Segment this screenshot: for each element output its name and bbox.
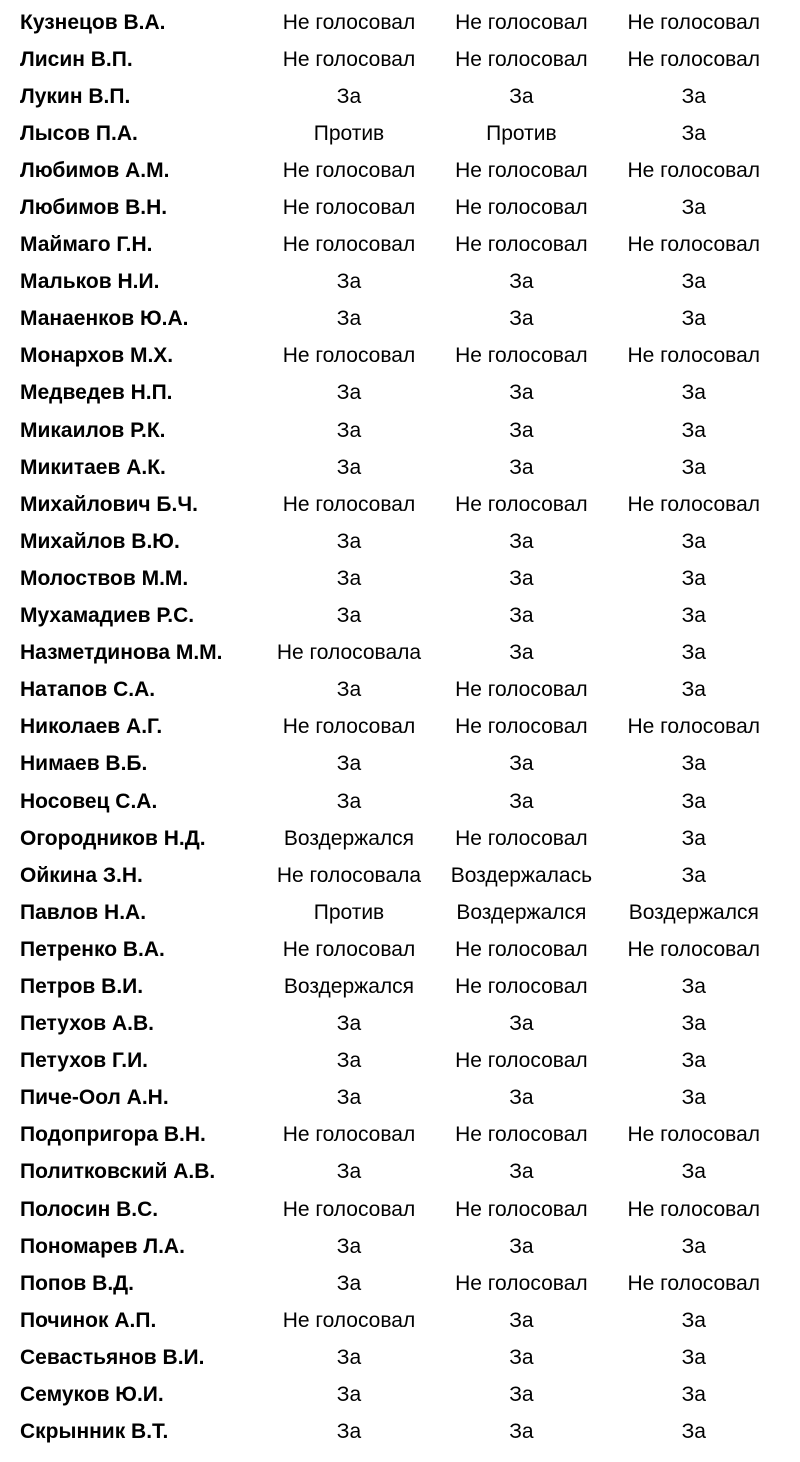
vote-cell-3: За: [681, 863, 706, 887]
deputy-name: Петухов А.В.: [20, 1012, 154, 1036]
vote-cell-2: Не голосовал: [455, 196, 588, 220]
table-row: [20, 783, 780, 820]
vote-cell-1: Воздержался: [283, 826, 415, 850]
vote-cell-3: За: [681, 789, 706, 813]
vote-cell-3: За: [681, 974, 706, 998]
vote-cell-1: Не голосовал: [282, 158, 416, 182]
vote-cell-2: Не голосовал: [455, 826, 588, 850]
deputy-name: Кузнецов В.А.: [20, 10, 166, 34]
vote-cell-2: Не голосовал: [455, 937, 588, 961]
vote-cell-1: За: [336, 1234, 362, 1258]
table-row: [20, 264, 780, 301]
vote-cell-2: За: [509, 641, 534, 665]
table-row: [20, 709, 780, 746]
vote-cell-1: Не голосовал: [282, 492, 416, 516]
vote-cell-2: Не голосовал: [455, 47, 588, 71]
table-row: [20, 41, 780, 78]
table-row: [20, 375, 780, 412]
vote-cell-3: За: [681, 196, 706, 220]
vote-cell-2: Воздержался: [456, 900, 587, 924]
table-row: [20, 820, 780, 857]
deputy-name: Павлов Н.А.: [20, 900, 147, 924]
deputy-name: Пиче-Оол А.Н.: [20, 1086, 169, 1110]
table-row: [20, 152, 780, 189]
deputy-name: Скрынник В.Т.: [20, 1420, 169, 1444]
deputy-name: Михайлов В.Ю.: [20, 529, 180, 553]
table-row: [20, 338, 780, 375]
vote-table: [20, 4, 780, 1451]
vote-cell-3: Не голосовал: [627, 344, 761, 368]
vote-cell-3: За: [681, 1234, 706, 1258]
vote-cell-3: Не голосовал: [627, 10, 761, 34]
vote-cell-2: За: [509, 789, 534, 813]
vote-cell-3: За: [681, 381, 706, 405]
vote-cell-3: За: [681, 1383, 706, 1407]
vote-cell-2: За: [509, 1086, 534, 1110]
vote-cell-3: За: [681, 455, 706, 479]
vote-cell-2: Не голосовал: [455, 344, 588, 368]
vote-cell-1: Не голосовала: [276, 641, 422, 665]
deputy-name: Манаенков Ю.А.: [20, 307, 189, 331]
vote-cell-1: За: [336, 307, 362, 331]
vote-cell-3: Не голосовал: [627, 492, 761, 516]
deputy-name: Михайлович Б.Ч.: [20, 492, 198, 516]
deputy-name: Пономарев Л.А.: [20, 1234, 185, 1258]
vote-cell-2: Против: [486, 121, 557, 145]
vote-cell-2: Не голосовал: [455, 233, 588, 257]
table-row: [20, 4, 780, 41]
vote-cell-2: За: [509, 752, 534, 776]
vote-cell-1: За: [336, 1160, 362, 1184]
vote-cell-3: За: [681, 121, 706, 145]
deputy-name: Ойкина З.Н.: [20, 863, 143, 887]
deputy-name: Петров В.И.: [20, 974, 144, 998]
vote-cell-3: Не голосовал: [627, 1197, 761, 1221]
table-row: [20, 931, 780, 968]
table-row: [20, 523, 780, 560]
vote-cell-2: За: [509, 307, 534, 331]
table-row: [20, 857, 780, 894]
vote-cell-2: За: [509, 1345, 534, 1369]
deputy-name: Севастьянов В.И.: [20, 1345, 205, 1369]
table-row: [20, 1302, 780, 1339]
vote-cell-1: За: [336, 1049, 362, 1073]
vote-cell-2: Не голосовал: [455, 974, 588, 998]
vote-cell-3: Не голосовал: [627, 1271, 761, 1295]
vote-cell-1: Не голосовал: [282, 344, 416, 368]
table-row: [20, 115, 780, 152]
table-row: [20, 78, 780, 115]
table-row: [20, 672, 780, 709]
vote-cell-3: Не голосовал: [627, 233, 761, 257]
vote-cell-2: За: [509, 1012, 534, 1036]
vote-cell-2: За: [509, 381, 534, 405]
vote-cell-2: Не голосовал: [455, 1123, 588, 1147]
table-row: [20, 412, 780, 449]
deputy-name: Лукин В.П.: [20, 84, 131, 108]
deputy-name: Нимаев В.Б.: [20, 752, 148, 776]
table-row: [20, 227, 780, 264]
deputy-name: Петренко В.А.: [20, 937, 165, 961]
deputy-name: Молоствов М.М.: [20, 566, 189, 590]
vote-cell-1: За: [336, 1086, 362, 1110]
table-row: [20, 1339, 780, 1376]
vote-cell-2: Не голосовал: [455, 1049, 588, 1073]
table-row: [20, 1117, 780, 1154]
deputy-name: Монархов М.Х.: [20, 344, 174, 368]
deputy-name: Попов В.Д.: [20, 1271, 134, 1295]
deputy-name: Политковский А.В.: [20, 1160, 216, 1184]
vote-cell-3: Воздержался: [628, 900, 759, 924]
vote-cell-2: Не голосовал: [455, 715, 588, 739]
vote-cell-2: Не голосовал: [455, 1197, 588, 1221]
table-row: [20, 894, 780, 931]
vote-cell-3: За: [681, 1049, 706, 1073]
table-row: [20, 1376, 780, 1413]
vote-cell-2: За: [509, 1160, 534, 1184]
deputy-name: Мухамадиев Р.С.: [20, 604, 195, 628]
table-row: [20, 486, 780, 523]
vote-cell-1: За: [336, 1383, 362, 1407]
vote-cell-1: За: [336, 84, 362, 108]
vote-cell-3: За: [681, 1012, 706, 1036]
table-row: [20, 1414, 780, 1451]
vote-cell-2: Не голосовал: [455, 158, 588, 182]
deputy-name: Подопригора В.Н.: [20, 1123, 206, 1147]
vote-cell-1: Не голосовал: [282, 1123, 416, 1147]
vote-cell-2: За: [509, 84, 534, 108]
table-row: [20, 189, 780, 226]
vote-cell-2: За: [509, 1420, 534, 1444]
vote-cell-3: За: [681, 826, 706, 850]
vote-cell-3: Не голосовал: [627, 937, 761, 961]
vote-cell-1: За: [336, 381, 362, 405]
vote-cell-1: Не голосовал: [282, 937, 416, 961]
deputy-name: Натапов С.А.: [20, 678, 156, 702]
vote-cell-3: За: [681, 307, 706, 331]
vote-cell-2: За: [509, 604, 534, 628]
vote-cell-3: За: [681, 529, 706, 553]
table-row: [20, 1191, 780, 1228]
table-row: [20, 1080, 780, 1117]
deputy-name: Назметдинова М.М.: [20, 641, 223, 665]
deputy-name: Любимов В.Н.: [20, 196, 168, 220]
deputy-name: Лысов П.А.: [20, 121, 138, 145]
vote-cell-1: За: [336, 1420, 362, 1444]
table-row: [20, 1006, 780, 1043]
table-row: [20, 560, 780, 597]
vote-cell-2: За: [509, 455, 534, 479]
vote-cell-2: За: [509, 566, 534, 590]
vote-cell-1: Не голосовал: [282, 1308, 416, 1332]
vote-cell-2: Не голосовал: [455, 492, 588, 516]
vote-cell-3: Не голосовал: [627, 47, 761, 71]
deputy-name: Николаев А.Г.: [20, 715, 163, 739]
vote-cell-3: За: [681, 678, 706, 702]
vote-cell-3: За: [681, 1160, 706, 1184]
deputy-name: Мальков Н.И.: [20, 270, 160, 294]
deputy-name: Огородников Н.Д.: [20, 826, 206, 850]
vote-cell-1: За: [336, 1345, 362, 1369]
vote-cell-3: За: [681, 1420, 706, 1444]
vote-cell-1: За: [336, 1271, 362, 1295]
vote-cell-1: Не голосовал: [282, 47, 416, 71]
vote-cell-2: Не голосовал: [455, 10, 588, 34]
table-row: [20, 301, 780, 338]
vote-cell-2: Воздержалась: [450, 863, 593, 887]
vote-cell-1: За: [336, 678, 362, 702]
deputy-name: Петухов Г.И.: [20, 1049, 149, 1073]
vote-cell-1: Против: [313, 900, 385, 924]
vote-cell-2: За: [509, 418, 534, 442]
vote-cell-3: Не голосовал: [627, 1123, 761, 1147]
vote-cell-3: За: [681, 1086, 706, 1110]
table-row: [20, 449, 780, 486]
vote-cell-1: Не голосовал: [282, 196, 416, 220]
vote-cell-2: Не голосовал: [455, 678, 588, 702]
vote-cell-3: За: [681, 604, 706, 628]
vote-cell-3: За: [681, 1345, 706, 1369]
vote-cell-3: За: [681, 418, 706, 442]
vote-cell-2: За: [509, 1383, 534, 1407]
vote-cell-3: За: [681, 270, 706, 294]
vote-cell-1: Не голосовала: [276, 863, 422, 887]
vote-cell-1: За: [336, 1012, 362, 1036]
table-row: [20, 968, 780, 1005]
vote-cell-1: За: [336, 270, 362, 294]
vote-cell-1: За: [336, 752, 362, 776]
deputy-name: Микитаев А.К.: [20, 455, 166, 479]
table-row: [20, 746, 780, 783]
vote-cell-1: За: [336, 604, 362, 628]
vote-cell-3: За: [681, 1308, 706, 1332]
table-row: [20, 1265, 780, 1302]
table-row: [20, 635, 780, 672]
deputy-name: Носовец С.А.: [20, 789, 158, 813]
vote-cell-1: За: [336, 566, 362, 590]
vote-cell-1: За: [336, 418, 362, 442]
vote-cell-1: Не голосовал: [282, 233, 416, 257]
vote-cell-1: Не голосовал: [282, 10, 416, 34]
deputy-name: Микаилов Р.К.: [20, 418, 166, 442]
vote-cell-2: Не голосовал: [455, 1271, 588, 1295]
vote-cell-1: За: [336, 529, 362, 553]
table-row: [20, 598, 780, 635]
deputy-name: Любимов А.М.: [20, 158, 170, 182]
deputy-name: Медведев Н.П.: [20, 381, 173, 405]
table-row: [20, 1154, 780, 1191]
deputy-name: Полосин В.С.: [20, 1197, 159, 1221]
vote-cell-3: За: [681, 752, 706, 776]
vote-cell-1: За: [336, 789, 362, 813]
vote-cell-2: За: [509, 1308, 534, 1332]
deputy-name: Лисин В.П.: [20, 47, 133, 71]
deputy-name: Семуков Ю.И.: [20, 1383, 164, 1407]
vote-cell-1: Не голосовал: [282, 1197, 416, 1221]
vote-cell-2: За: [509, 529, 534, 553]
vote-cell-3: За: [681, 84, 706, 108]
vote-cell-3: За: [681, 641, 706, 665]
deputy-name: Починок А.П.: [20, 1308, 157, 1332]
vote-cell-1: Не голосовал: [282, 715, 416, 739]
vote-cell-2: За: [509, 270, 534, 294]
vote-cell-1: Против: [313, 121, 385, 145]
vote-cell-3: Не голосовал: [627, 158, 761, 182]
vote-cell-1: За: [336, 455, 362, 479]
vote-cell-3: За: [681, 566, 706, 590]
vote-cell-3: Не голосовал: [627, 715, 761, 739]
table-row: [20, 1228, 780, 1265]
table-row: [20, 1043, 780, 1080]
deputy-name: Маймаго Г.Н.: [20, 233, 153, 257]
vote-cell-2: За: [509, 1234, 534, 1258]
vote-cell-1: Воздержался: [283, 974, 415, 998]
